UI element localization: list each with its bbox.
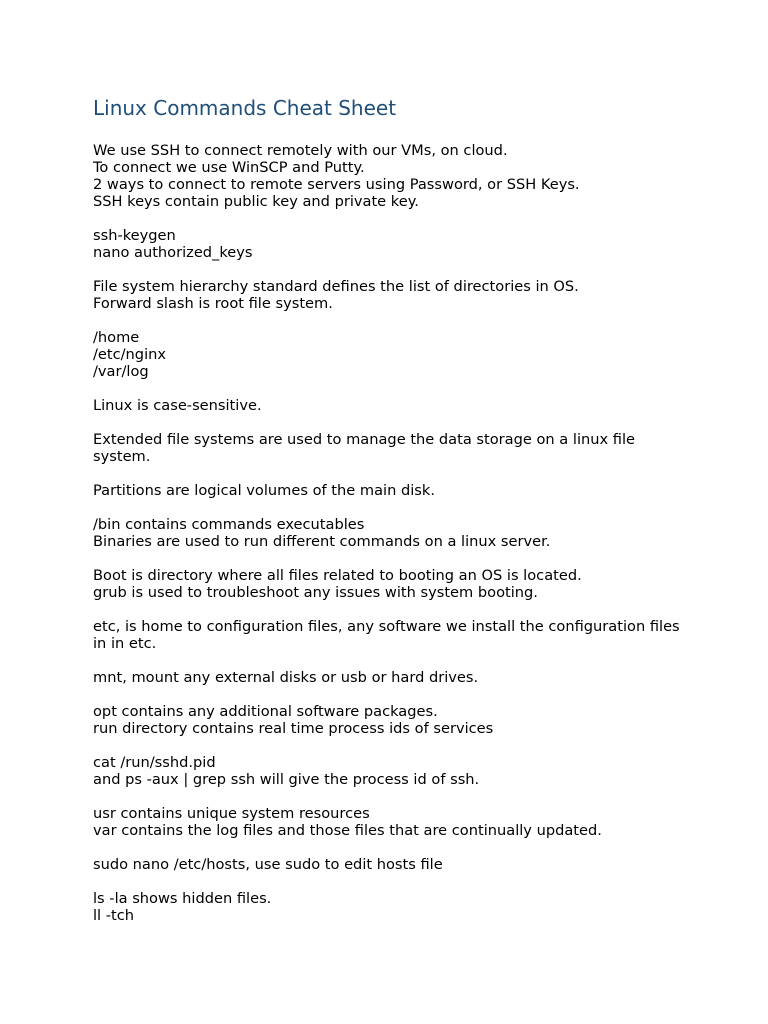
paragraph-etc	[93, 618, 683, 652]
text-line: usr contains unique system resources	[93, 805, 370, 822]
paragraph-case-sensitive	[93, 397, 683, 414]
text-line: ssh-keygen	[93, 227, 176, 244]
text-line: Partitions are logical volumes of the main disk.	[93, 482, 435, 499]
paragraph-hosts	[93, 856, 683, 873]
paragraph-ssh-intro	[93, 142, 683, 210]
text-line: ls -la shows hidden files.	[93, 890, 272, 907]
text-line: cat /run/sshd.pid	[93, 754, 216, 771]
paragraph-bin	[93, 516, 683, 550]
text-line: run directory contains real time process ids of services	[93, 720, 494, 737]
text-line: We use SSH to connect remotely with our VMs, on cloud.	[93, 142, 508, 159]
text-line: Linux is case-sensitive.	[93, 397, 262, 414]
paragraph-partitions	[93, 482, 683, 499]
text-line: SSH keys contain public key and private key.	[93, 193, 419, 210]
text-line: /var/log	[93, 363, 149, 380]
text-line: To connect we use WinSCP and Putty.	[93, 159, 365, 176]
text-line: etc, is home to configuration files, any software we install the configuration files in in etc.	[93, 618, 680, 652]
text-line: and ps -aux | grep ssh will give the process id of ssh.	[93, 771, 480, 788]
paragraph-mnt	[93, 669, 683, 686]
paragraph-pid	[93, 754, 683, 788]
document-page	[93, 95, 683, 941]
text-line: ll -tch	[93, 907, 135, 924]
paragraph-boot	[93, 567, 683, 601]
text-line: opt contains any additional software packages.	[93, 703, 438, 720]
text-line: grub is used to troubleshoot any issues with system booting.	[93, 584, 538, 601]
paragraph-fhs	[93, 278, 683, 312]
paragraph-extended-fs	[93, 431, 683, 465]
text-line: Binaries are used to run different commands on a linux server.	[93, 533, 551, 550]
paragraph-opt-run	[93, 703, 683, 737]
text-line: /bin contains commands executables	[93, 516, 365, 533]
text-line: nano authorized_keys	[93, 244, 253, 261]
text-line: 2 ways to connect to remote servers using Password, or SSH Keys.	[93, 176, 580, 193]
document-title: Linux Commands Cheat Sheet	[93, 96, 397, 120]
text-line: /home	[93, 329, 140, 346]
text-line: var contains the log files and those files that are continually updated.	[93, 822, 602, 839]
paragraph-directories	[93, 329, 683, 380]
text-line: Extended file systems are used to manage the data storage on a linux file system.	[93, 431, 635, 465]
paragraph-ssh-commands	[93, 227, 683, 261]
text-line: File system hierarchy standard defines the list of directories in OS.	[93, 278, 579, 295]
text-line: Forward slash is root file system.	[93, 295, 333, 312]
paragraph-ls	[93, 890, 683, 924]
text-line: sudo nano /etc/hosts, use sudo to edit hosts file	[93, 856, 443, 873]
paragraph-usr-var	[93, 805, 683, 839]
text-line: Boot is directory where all files related to booting an OS is located.	[93, 567, 582, 584]
text-line: mnt, mount any external disks or usb or hard drives.	[93, 669, 479, 686]
text-line: /etc/nginx	[93, 346, 167, 363]
